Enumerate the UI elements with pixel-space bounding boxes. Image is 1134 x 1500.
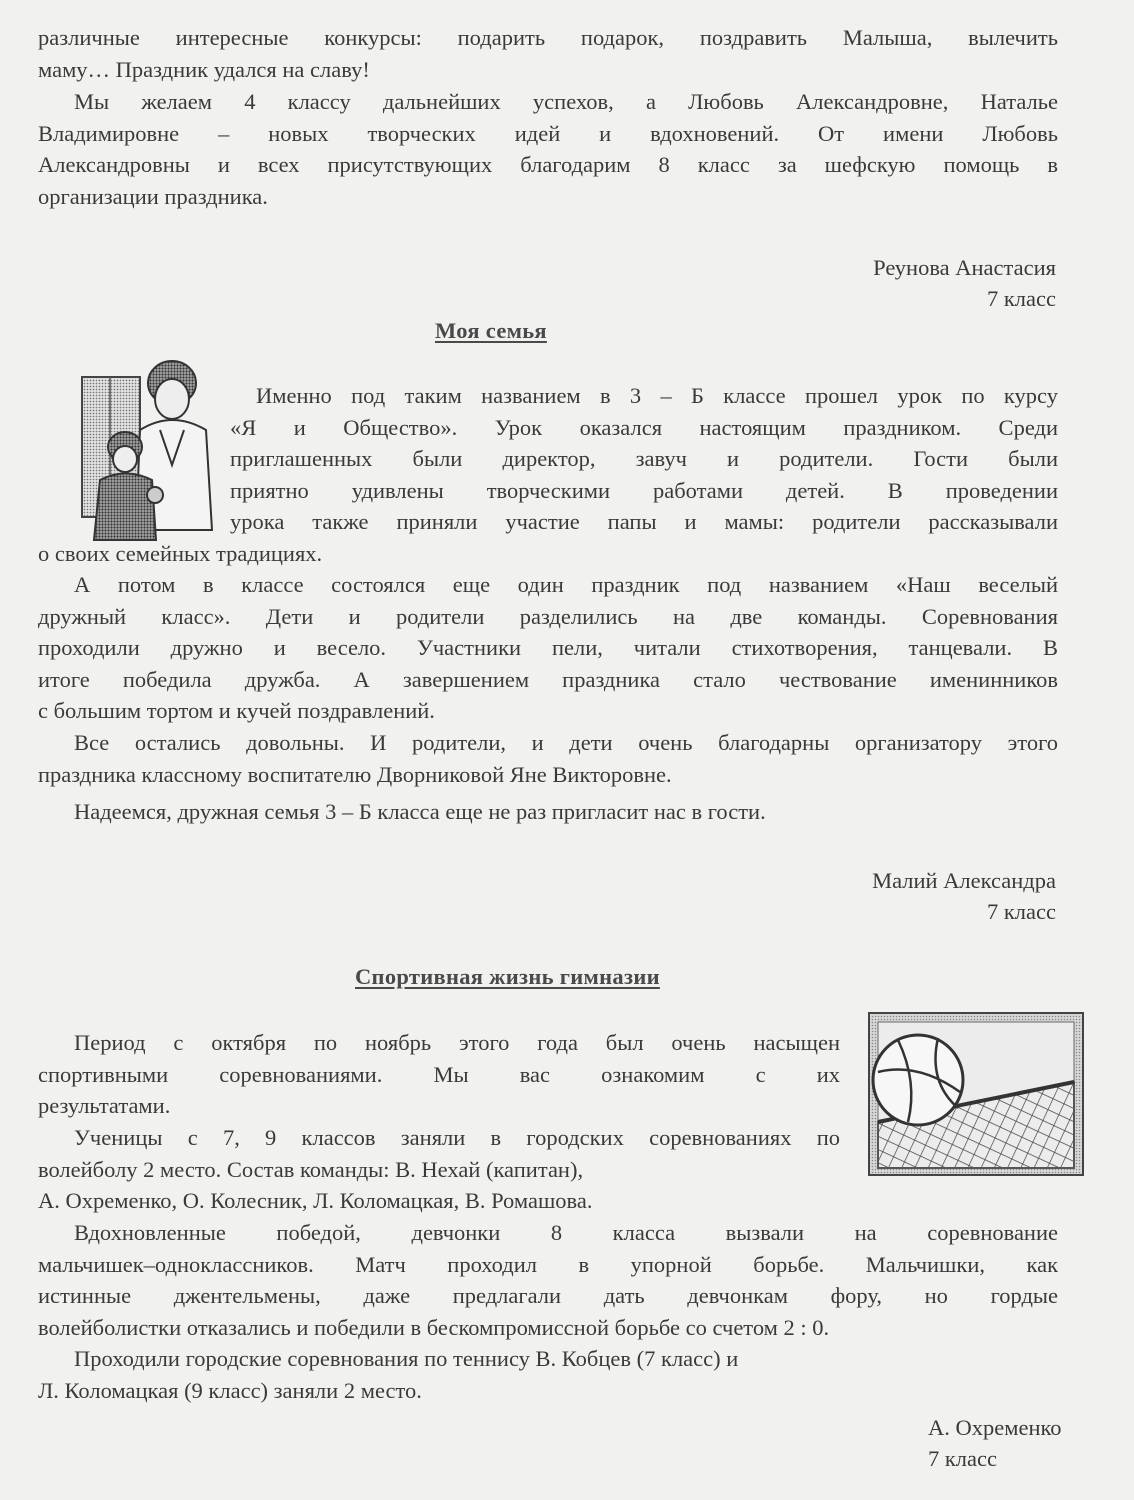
text-line: различные интересные конкурсы: подарить подарок, поздравить Малыша, вылечить bbox=[38, 25, 1058, 50]
text-line: Все остались довольны. И родители, и дети очень благодарны организатору этого bbox=[74, 730, 1058, 755]
text-line: спортивными соревнованиями. Мы вас ознакомим с их bbox=[38, 1061, 840, 1087]
article3-paragraph-2 bbox=[38, 1122, 1058, 1217]
text-line: проходили дружно и весело. Участники пели, читали стихотворения, танцевали. В bbox=[38, 635, 1058, 660]
article2-paragraph-1 bbox=[38, 380, 1058, 569]
text-line: организации праздника. bbox=[38, 183, 268, 209]
text-line: Проходили городские соревнования по теннису В. Кобцев (7 класс) и bbox=[74, 1346, 739, 1371]
signature-2 bbox=[872, 865, 1056, 927]
article3-paragraph-3 bbox=[38, 1217, 1058, 1343]
text-line: Именно под таким названием в 3 – Б классе прошел урок по курсу bbox=[256, 383, 1058, 408]
article-title: Спортивная жизнь гимназии bbox=[355, 964, 660, 989]
text-line: истинные джентельмены, даже предлагали дать девчонкам фору, но гордые bbox=[38, 1283, 1058, 1308]
article3-paragraph-1 bbox=[38, 1027, 840, 1122]
text-line: Надеемся, дружная семья 3 – Б класса еще не раз пригласит нас в гости. bbox=[74, 799, 766, 824]
author-grade: 7 класс bbox=[928, 1446, 997, 1471]
text-line: праздника классному воспитателю Дворниковой Яне Викторовне. bbox=[38, 761, 672, 787]
article3-paragraph-4 bbox=[38, 1343, 1058, 1406]
signature-1 bbox=[873, 252, 1056, 314]
text-line: маму… Праздник удался на славу! bbox=[38, 56, 370, 82]
article-title: Моя семья bbox=[435, 318, 547, 343]
author-name: А. Охременко bbox=[928, 1415, 1062, 1440]
text-line: Мы желаем 4 классу дальнейших успехов, а Любовь Александровне, Наталье bbox=[74, 89, 1058, 114]
text-line: урока также приняли участие папы и мамы: родители рассказывали bbox=[230, 509, 1058, 534]
text-line: Ученицы с 7, 9 классов заняли в городских соревнованиях по bbox=[74, 1125, 840, 1150]
text-line: А потом в классе состоялся еще один праздник под названием «Наш веселый bbox=[74, 572, 1058, 597]
author-grade: 7 класс bbox=[987, 899, 1056, 924]
text-line: результатами. bbox=[38, 1093, 171, 1118]
text-line: Александровны и всех присутствующих благодарим 8 класс за шефскую помощь в bbox=[38, 152, 1058, 177]
text-line: Вдохновленные победой, девчонки 8 класса вызвали на соревнование bbox=[74, 1220, 1058, 1245]
text-line: А. Охременко, О. Колесник, Л. Коломацкая, В. Ромашова. bbox=[38, 1188, 593, 1213]
author-name: Малий Александра bbox=[872, 868, 1056, 893]
text-line: итоге победила дружба. А завершением праздника стало чествование именинников bbox=[38, 666, 1058, 692]
text-line: Л. Коломацкая (9 класс) заняли 2 место. bbox=[38, 1377, 422, 1403]
text-line: «Я и Общество». Урок оказался настоящим праздником. Среди bbox=[230, 414, 1058, 440]
text-line: приятно удивлены творческими работами детей. В проведении bbox=[230, 477, 1058, 503]
text-line: волейболистки отказались и победили в бескомпромиссной борьбе со счетом 2 : 0. bbox=[38, 1314, 830, 1340]
text-line: дружный класс». Дети и родители разделились на две команды. Соревнования bbox=[38, 603, 1058, 629]
text-line: Владимировне – новых творческих идей и вдохновений. От имени Любовь bbox=[38, 120, 1058, 146]
article2-paragraph-4 bbox=[38, 796, 1058, 828]
text-line: Период с октября по ноябрь этого года был очень насыщен bbox=[74, 1030, 840, 1055]
article2-paragraph-3 bbox=[38, 727, 1058, 790]
text-line: приглашенных были директор, завуч и родители. Гости были bbox=[230, 446, 1058, 471]
text-line: о своих семейных традициях. bbox=[38, 540, 323, 566]
text-line: мальчишек–одноклассников. Матч проходил в упорной борьбе. Мальчишки, как bbox=[38, 1251, 1058, 1277]
author-grade: 7 класс bbox=[987, 286, 1056, 311]
signature-3 bbox=[928, 1412, 1062, 1474]
intro-paragraph-2 bbox=[38, 86, 1058, 212]
text-line: волейболу 2 место. Состав команды: В. Нехай (капитан), bbox=[38, 1156, 584, 1182]
intro-paragraph-1 bbox=[38, 22, 1058, 85]
article2-paragraph-2 bbox=[38, 569, 1058, 727]
author-name: Реунова Анастасия bbox=[873, 255, 1056, 280]
text-line: с большим тортом и кучей поздравлений. bbox=[38, 698, 435, 723]
